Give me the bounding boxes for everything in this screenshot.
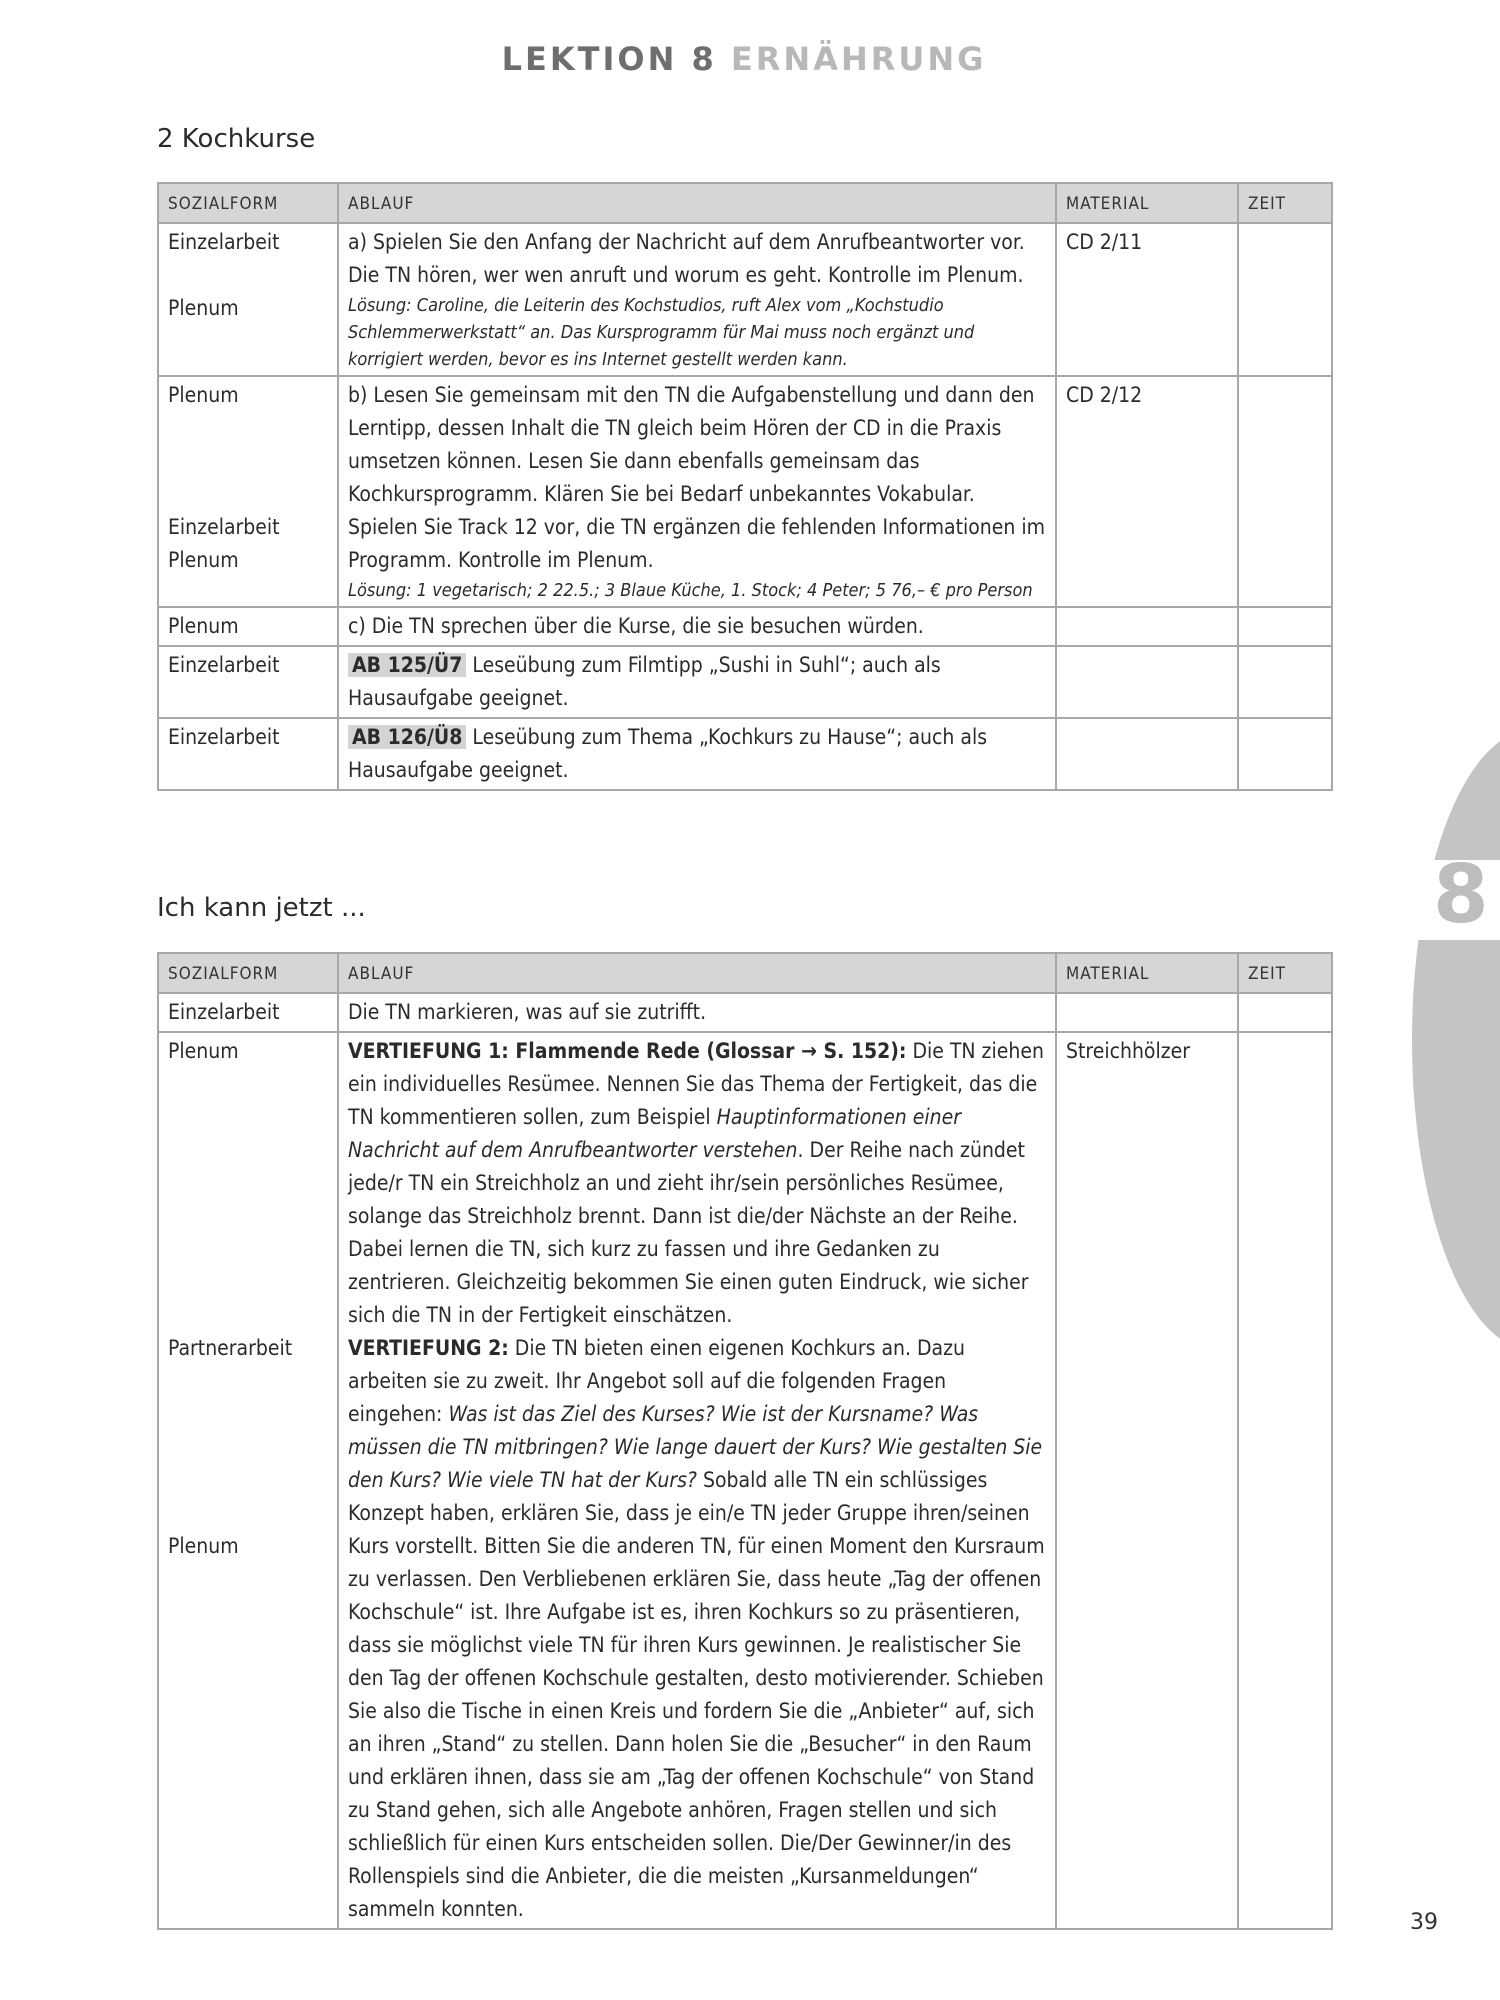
vertiefung-2-text-b: Sobald alle TN ein schlüssiges Konzept haben, erklären Sie, dass je ein/e TN jeder Gruppe ihren/seinen Kurs vorstellt. Bitten Sie die anderen TN, für einen Moment den Kursraum zu verlassen. Den Verbliebenen erklären Sie, dass heute „Tag der offenen Kochschule“ ist. Ihre Aufgabe ist es, ihren Kochkurs so zu präsentieren, dass sie möglichst viele TN für ihren Kurs gewinnen. Je realistischer Sie den Tag der offenen Kochschule gestalten, desto motivierender. Schieben Sie also die Tische in einen Kreis und fordern Sie die „Anbieter“ auf, sich an ihren „Stand“ zu stellen. Dann holen Sie die „Besucher“ in den Raum und erklären ihnen, dass sie am „Tag der offenen Kochschule“ von Stand zu Stand gehen, sich alle Angebote anhören, Fragen stellen und sich schließlich für einen Kurs entscheiden sollen. Die/Der Gewinner/in des Rollenspiels sind die Anbieter, die die meisten „Kursanmeldungen“ sammeln konnten. — [348, 1468, 1045, 1921]
cell-ablauf — [338, 718, 1056, 790]
cell-sozialform: Einzelarbeit Plenum — [158, 223, 338, 376]
solution-text: Lösung: 1 vegetarisch; 2 22.5.; 3 Blaue Küche, 1. Stock; 4 Peter; 5 76,– € pro Person — [348, 580, 1033, 601]
ablauf-text: a) Spielen Sie den Anfang der Nachricht auf dem Anrufbeantworter vor. Die TN hören, wer wen anruft und worum es geht. Kontrolle im Plenum. — [348, 230, 1025, 287]
ablauf-text: Leseübung zum Thema „Kochkurs zu Hause“; auch als Hausaufgabe geeignet. — [348, 725, 988, 782]
page-number: 39 — [1410, 1910, 1438, 1935]
cell-ablauf — [338, 223, 1056, 376]
cell-sozialform: Einzelarbeit — [158, 993, 338, 1032]
cell-material — [1056, 993, 1238, 1032]
cell-zeit — [1238, 376, 1332, 607]
cell-zeit — [1238, 718, 1332, 790]
ablauf-text: Leseübung zum Filmtipp „Sushi in Suhl“; auch als Hausaufgabe geeignet. — [348, 653, 941, 710]
lesson-plan-table-1 — [157, 182, 1333, 791]
table-row — [158, 1032, 1332, 1929]
cell-zeit — [1238, 646, 1332, 718]
cell-sozialform: Plenum — [158, 607, 338, 646]
lesson-plan-table-2 — [157, 952, 1333, 1930]
table-header-row — [158, 953, 1332, 993]
page-header — [0, 40, 1488, 78]
cell-zeit — [1238, 1032, 1332, 1929]
workbook-reference-badge: AB 126/Ü8 — [348, 725, 466, 749]
workbook-reference-badge: AB 125/Ü7 — [348, 653, 466, 677]
cell-material — [1056, 718, 1238, 790]
col-header-sozialform: SOZIALFORM — [158, 183, 338, 223]
vertiefung-1-label: VERTIEFUNG 1: Flammende Rede (Glossar → S. 152): — [348, 1039, 907, 1063]
chapter-tab-number: 8 — [1433, 848, 1489, 941]
cell-zeit — [1238, 993, 1332, 1032]
col-header-zeit: ZEIT — [1238, 953, 1332, 993]
col-header-material: MATERIAL — [1056, 183, 1238, 223]
cell-sozialform: Plenum Einzelarbeit Plenum — [158, 376, 338, 607]
col-header-sozialform: SOZIALFORM — [158, 953, 338, 993]
cell-ablauf — [338, 376, 1056, 607]
ablauf-text: b) Lesen Sie gemeinsam mit den TN die Aufgabenstellung und dann den Lerntipp, dessen Inhalt die TN gleich beim Hören der CD in die Praxis umsetzen können. Lesen Sie dann ebenfalls gemeinsam das Kochkursprogramm. Klären Sie bei Bedarf unbekanntes Vokabular. Spielen Sie Track 12 vor, die TN ergänzen die fehlenden Informationen im Programm. Kontrolle im Plenum. — [348, 383, 1046, 572]
cell-material — [1056, 607, 1238, 646]
lesson-label: LEKTION 8 — [501, 40, 717, 78]
table-row — [158, 376, 1332, 607]
col-header-ablauf: ABLAUF — [338, 953, 1056, 993]
cell-ablauf: Die TN markieren, was auf sie zutrifft. — [338, 993, 1056, 1032]
col-header-ablauf: ABLAUF — [338, 183, 1056, 223]
cell-ablauf — [338, 646, 1056, 718]
table-row — [158, 607, 1332, 646]
cell-ablauf — [338, 1032, 1056, 1929]
vertiefung-1-text-b: . Der Reihe nach zündet jede/r TN ein Streichholz an und zieht ihr/sein persönliches Resümee, solange das Streichholz brennt. Dann ist die/der Nächste an der Reihe. Dabei lernen die TN, sich kurz zu fassen und ihre Gedanken zu zentrieren. Gleichzeitig bekommen Sie einen guten Eindruck, wie sicher sich die TN in der Fertigkeit einschätzen. — [348, 1138, 1029, 1327]
cell-ablauf: c) Die TN sprechen über die Kurse, die sie besuchen würden. — [338, 607, 1056, 646]
col-header-material: MATERIAL — [1056, 953, 1238, 993]
table-row — [158, 223, 1332, 376]
lesson-topic: ERNÄHRUNG — [730, 40, 987, 78]
cell-material: Streichhölzer — [1056, 1032, 1238, 1929]
table-row — [158, 646, 1332, 718]
vertiefung-1-italic: Hauptinformationen einer Nachricht auf dem Anrufbeantworter verstehen — [348, 1105, 961, 1162]
cell-sozialform: Einzelarbeit — [158, 646, 338, 718]
cell-zeit — [1238, 607, 1332, 646]
vertiefung-2-label: VERTIEFUNG 2: — [348, 1336, 509, 1360]
col-header-zeit: ZEIT — [1238, 183, 1332, 223]
cell-sozialform: Plenum Partnerarbeit Plenum — [158, 1032, 338, 1929]
section-title-ich-kann-jetzt: Ich kann jetzt ... — [157, 893, 366, 923]
cell-zeit — [1238, 223, 1332, 376]
chapter-tab-shape — [1412, 730, 1500, 1350]
cell-sozialform: Einzelarbeit — [158, 718, 338, 790]
vertiefung-2-italic: Was ist das Ziel des Kurses? Wie ist der Kursname? Was müssen die TN mitbringen? Wie lange dauert der Kurs? Wie gestalten Sie den Kurs? Wie viele TN hat der Kurs? — [348, 1402, 1043, 1492]
vertiefung-1-text-a: Die TN ziehen ein individuelles Resümee. Nennen Sie das Thema der Fertigkeit, das die TN kommentieren sollen, zum Beispiel — [348, 1039, 1044, 1129]
cell-material — [1056, 646, 1238, 718]
cell-material: CD 2/12 — [1056, 376, 1238, 607]
solution-text: Lösung: Caroline, die Leiterin des Kochstudios, ruft Alex vom „Kochstudio Schlemmerwerkstatt“ an. Das Kursprogramm für Mai muss noch ergänzt und korrigiert werden, bevor es ins Internet gestellt werden kann. — [348, 295, 975, 370]
table-header-row — [158, 183, 1332, 223]
table-row — [158, 718, 1332, 790]
table-row — [158, 993, 1332, 1032]
section-title-kochkurse: 2 Kochkurse — [157, 124, 316, 154]
vertiefung-2-text-a: Die TN bieten einen eigenen Kochkurs an. Dazu arbeiten sie zu zweit. Ihr Angebot soll auf die folgenden Fragen eingehen: — [348, 1336, 966, 1426]
cell-material: CD 2/11 — [1056, 223, 1238, 376]
